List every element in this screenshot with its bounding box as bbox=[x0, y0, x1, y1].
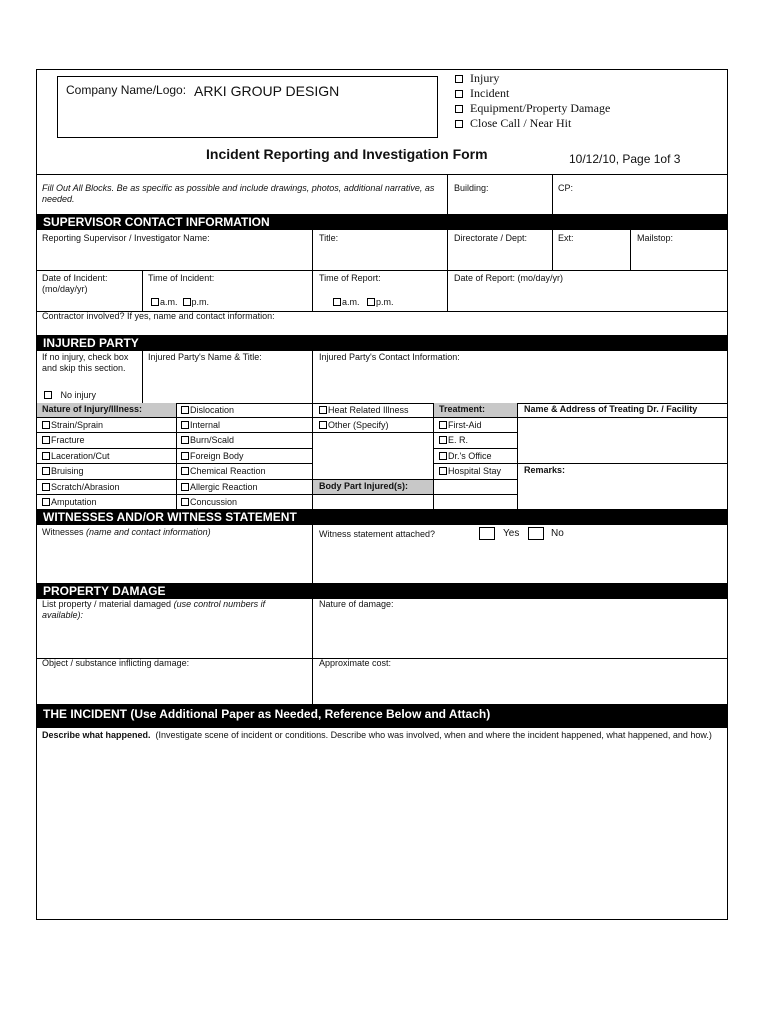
checkbox-icon[interactable] bbox=[319, 421, 327, 429]
checkbox-icon[interactable] bbox=[439, 467, 447, 475]
type-close-call[interactable]: Close Call / Near Hit bbox=[455, 116, 610, 131]
checkbox-icon[interactable] bbox=[42, 467, 50, 475]
time-of-incident-label: Time of Incident: bbox=[148, 273, 215, 283]
checkbox-icon[interactable] bbox=[181, 436, 189, 444]
nature-option[interactable]: Chemical Reaction bbox=[181, 466, 266, 477]
type-injury[interactable]: Injury bbox=[455, 71, 610, 86]
building-label: Building: bbox=[454, 183, 489, 193]
time-of-report-label: Time of Report: bbox=[319, 273, 381, 283]
nature-option[interactable]: Burn/Scald bbox=[181, 435, 234, 446]
checkbox-icon[interactable] bbox=[455, 105, 463, 113]
nature-option[interactable]: Allergic Reaction bbox=[181, 482, 258, 493]
checkbox-icon[interactable] bbox=[42, 452, 50, 460]
no-label: No bbox=[551, 528, 564, 539]
contractor-label: Contractor involved? If yes, name and contact information: bbox=[42, 311, 275, 321]
injured-name-label: Injured Party's Name & Title: bbox=[148, 352, 262, 362]
approximate-cost-label: Approximate cost: bbox=[319, 658, 392, 668]
cp-label: CP: bbox=[558, 183, 574, 193]
checkbox-icon[interactable] bbox=[44, 391, 52, 399]
nature-option[interactable]: Strain/Sprain bbox=[42, 420, 103, 431]
checkbox-icon[interactable] bbox=[183, 298, 191, 306]
type-equipment[interactable]: Equipment/Property Damage bbox=[455, 101, 610, 116]
nature-option[interactable]: Other (Specify) bbox=[319, 420, 389, 431]
yes-checkbox[interactable] bbox=[479, 527, 495, 540]
checkbox-icon[interactable] bbox=[181, 498, 189, 506]
describe-label: Describe what happened. (Investigate scene of incident or conditions. Describe who was involved, when and where the incident happened, what happened, and how.) bbox=[42, 730, 712, 740]
nature-option[interactable]: Fracture bbox=[42, 435, 85, 446]
nature-option[interactable]: Internal bbox=[181, 420, 220, 431]
treatment-option[interactable]: E. R. bbox=[439, 435, 468, 446]
witness-heading: WITNESSES AND/OR WITNESS STATEMENT bbox=[37, 509, 727, 525]
checkbox-icon[interactable] bbox=[439, 452, 447, 460]
checkbox-icon[interactable] bbox=[455, 90, 463, 98]
remarks-label: Remarks: bbox=[524, 465, 566, 475]
checkbox-icon[interactable] bbox=[181, 452, 189, 460]
injured-contact-label: Injured Party's Contact Information: bbox=[319, 352, 460, 362]
company-name[interactable]: ARKI GROUP DESIGN bbox=[194, 83, 340, 99]
checkbox-icon[interactable] bbox=[151, 298, 159, 306]
checkbox-icon[interactable] bbox=[181, 483, 189, 491]
checkbox-icon[interactable] bbox=[181, 467, 189, 475]
incident-heading: THE INCIDENT (Use Additional Paper as Needed, Reference Below and Attach) bbox=[37, 704, 727, 728]
checkbox-icon[interactable] bbox=[42, 498, 50, 506]
body-part-label: Body Part Injured(s): bbox=[319, 481, 409, 491]
checkbox-icon[interactable] bbox=[455, 120, 463, 128]
mailstop-label: Mailstop: bbox=[637, 233, 674, 243]
no-injury-option[interactable]: No injury bbox=[44, 390, 96, 401]
nature-option[interactable]: Heat Related Illness bbox=[319, 405, 409, 416]
checkbox-icon[interactable] bbox=[42, 436, 50, 444]
supervisor-title-label: Title: bbox=[319, 233, 339, 243]
nature-label: Nature of Injury/Illness: bbox=[42, 404, 143, 414]
property-heading: PROPERTY DAMAGE bbox=[37, 583, 727, 599]
no-injury-note: If no injury, check box and skip this section. bbox=[42, 352, 129, 373]
treatment-option[interactable]: Dr.'s Office bbox=[439, 451, 492, 462]
witnesses-label: Witnesses (name and contact information) bbox=[42, 527, 211, 537]
no-checkbox[interactable] bbox=[528, 527, 544, 540]
treatment-option[interactable]: First-Aid bbox=[439, 420, 482, 431]
statement-attached-label: Witness statement attached? bbox=[319, 529, 436, 539]
checkbox-icon[interactable] bbox=[367, 298, 375, 306]
yes-label: Yes bbox=[503, 528, 520, 539]
form-title: Incident Reporting and Investigation Form bbox=[206, 146, 488, 162]
incident-type-list bbox=[455, 71, 610, 131]
directorate-label: Directorate / Dept: bbox=[454, 233, 528, 243]
checkbox-icon[interactable] bbox=[42, 483, 50, 491]
incident-ampm: a.m. p.m. bbox=[151, 297, 209, 308]
instructions: Fill Out All Blocks. Be as specific as possible and include drawings, photos, additional narrative, as needed. bbox=[42, 183, 435, 204]
checkbox-icon[interactable] bbox=[333, 298, 341, 306]
nature-option[interactable]: Foreign Body bbox=[181, 451, 244, 462]
object-inflicting-label: Object / substance inflicting damage: bbox=[42, 658, 190, 668]
treatment-label: Treatment: bbox=[439, 404, 486, 414]
nature-option[interactable]: Bruising bbox=[42, 466, 84, 477]
date-of-incident-label: Date of Incident: (mo/day/yr) bbox=[42, 273, 108, 294]
checkbox-icon[interactable] bbox=[42, 421, 50, 429]
nature-option[interactable]: Laceration/Cut bbox=[42, 451, 110, 462]
ext-label: Ext: bbox=[558, 233, 574, 243]
nature-of-damage-label: Nature of damage: bbox=[319, 599, 394, 609]
type-incident[interactable]: Incident bbox=[455, 86, 610, 101]
nature-option[interactable]: Scratch/Abrasion bbox=[42, 482, 120, 493]
page-info: 10/12/10, Page 1of 3 bbox=[569, 152, 681, 166]
injured-heading: INJURED PARTY bbox=[37, 335, 727, 351]
date-of-report-label: Date of Report: (mo/day/yr) bbox=[454, 273, 564, 283]
reporting-name-label: Reporting Supervisor / Investigator Name: bbox=[42, 233, 210, 243]
property-list-label: List property / material damaged (use control numbers if available): bbox=[42, 599, 266, 620]
checkbox-icon[interactable] bbox=[455, 75, 463, 83]
company-label: Company Name/Logo: bbox=[66, 83, 187, 97]
supervisor-heading: SUPERVISOR CONTACT INFORMATION bbox=[37, 214, 727, 230]
checkbox-icon[interactable] bbox=[181, 421, 189, 429]
checkbox-icon[interactable] bbox=[181, 406, 189, 414]
checkbox-icon[interactable] bbox=[439, 421, 447, 429]
nature-option[interactable]: Concussion bbox=[181, 497, 237, 508]
checkbox-icon[interactable] bbox=[439, 436, 447, 444]
treatment-option[interactable]: Hospital Stay bbox=[439, 466, 501, 477]
report-ampm: a.m. p.m. bbox=[333, 297, 394, 308]
checkbox-icon[interactable] bbox=[319, 406, 327, 414]
incident-description-area[interactable] bbox=[37, 760, 727, 918]
nature-option[interactable]: Dislocation bbox=[181, 405, 234, 416]
nature-option[interactable]: Amputation bbox=[42, 497, 97, 508]
treating-dr-label: Name & Address of Treating Dr. / Facility bbox=[524, 404, 698, 414]
